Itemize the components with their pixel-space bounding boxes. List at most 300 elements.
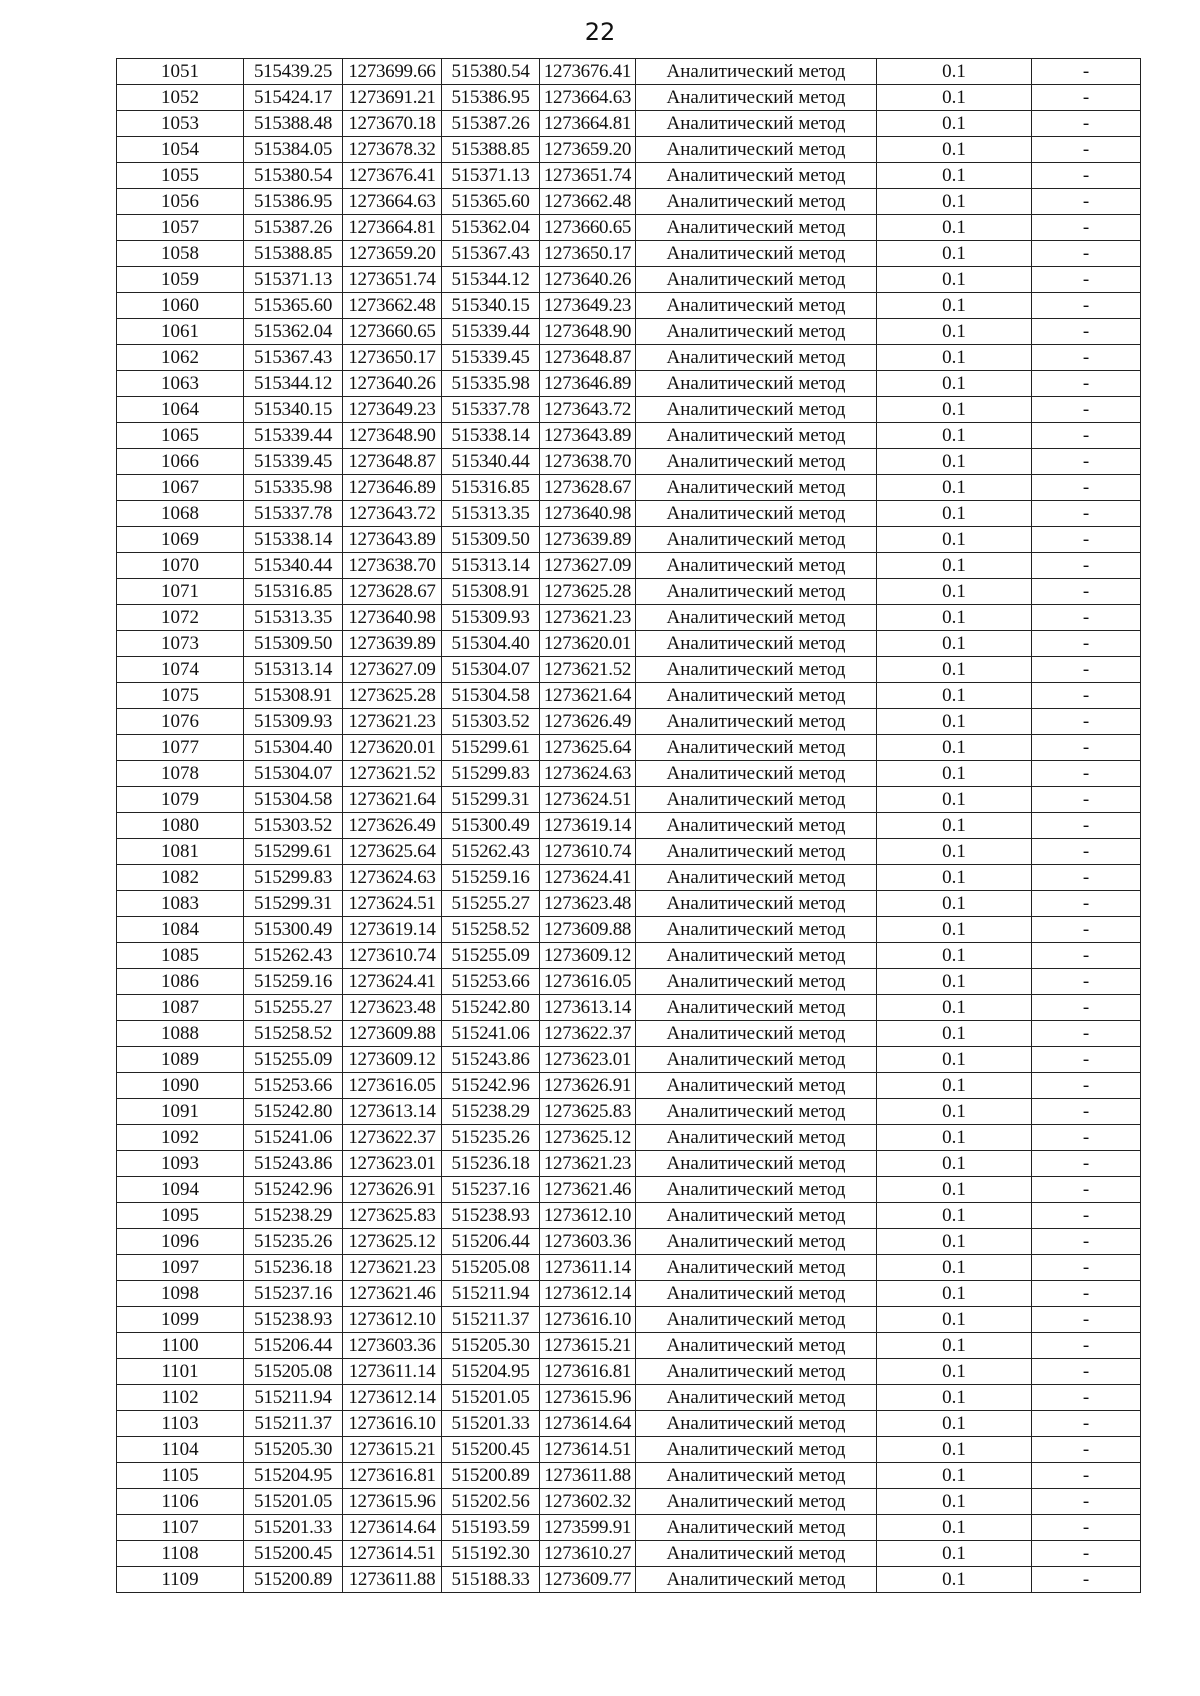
y-end-cell: 1273616.05 [540,969,636,995]
note-cell: - [1032,527,1141,553]
note-cell: - [1032,839,1141,865]
x-end-cell: 515258.52 [442,917,540,943]
x-start-cell: 515344.12 [244,371,343,397]
x-end-cell: 515201.33 [442,1411,540,1437]
y-end-cell: 1273662.48 [540,189,636,215]
y-end-cell: 1273624.63 [540,761,636,787]
point-number-cell: 1051 [117,59,244,85]
method-cell: Аналитический метод [636,345,877,371]
y-start-cell: 1273621.52 [343,761,442,787]
point-number-cell: 1106 [117,1489,244,1515]
table-row [117,189,1141,215]
x-start-cell: 515211.94 [244,1385,343,1411]
point-number-cell: 1073 [117,631,244,657]
y-end-cell: 1273599.91 [540,1515,636,1541]
note-cell: - [1032,1125,1141,1151]
y-start-cell: 1273609.12 [343,1047,442,1073]
y-start-cell: 1273625.64 [343,839,442,865]
x-end-cell: 515262.43 [442,839,540,865]
y-start-cell: 1273614.51 [343,1541,442,1567]
x-start-cell: 515259.16 [244,969,343,995]
note-cell: - [1032,605,1141,631]
accuracy-cell: 0.1 [877,1047,1032,1073]
accuracy-cell: 0.1 [877,683,1032,709]
y-start-cell: 1273627.09 [343,657,442,683]
y-end-cell: 1273638.70 [540,449,636,475]
x-end-cell: 515303.52 [442,709,540,735]
point-number-cell: 1092 [117,1125,244,1151]
x-start-cell: 515258.52 [244,1021,343,1047]
method-cell: Аналитический метод [636,1437,877,1463]
point-number-cell: 1072 [117,605,244,631]
accuracy-cell: 0.1 [877,813,1032,839]
x-end-cell: 515371.13 [442,163,540,189]
table-row [117,1567,1141,1593]
note-cell: - [1032,1073,1141,1099]
y-start-cell: 1273625.12 [343,1229,442,1255]
point-number-cell: 1080 [117,813,244,839]
y-end-cell: 1273626.49 [540,709,636,735]
y-end-cell: 1273603.36 [540,1229,636,1255]
accuracy-cell: 0.1 [877,111,1032,137]
y-start-cell: 1273623.48 [343,995,442,1021]
y-start-cell: 1273615.21 [343,1437,442,1463]
accuracy-cell: 0.1 [877,137,1032,163]
x-start-cell: 515200.45 [244,1541,343,1567]
point-number-cell: 1083 [117,891,244,917]
y-end-cell: 1273621.23 [540,605,636,631]
method-cell: Аналитический метод [636,839,877,865]
x-start-cell: 515313.35 [244,605,343,631]
point-number-cell: 1059 [117,267,244,293]
x-end-cell: 515205.30 [442,1333,540,1359]
table-row [117,761,1141,787]
method-cell: Аналитический метод [636,1463,877,1489]
point-number-cell: 1052 [117,85,244,111]
table-row [117,1307,1141,1333]
x-start-cell: 515201.33 [244,1515,343,1541]
method-cell: Аналитический метод [636,475,877,501]
y-end-cell: 1273621.64 [540,683,636,709]
table-row [117,1541,1141,1567]
x-start-cell: 515304.40 [244,735,343,761]
y-end-cell: 1273621.52 [540,657,636,683]
point-number-cell: 1074 [117,657,244,683]
accuracy-cell: 0.1 [877,475,1032,501]
y-start-cell: 1273603.36 [343,1333,442,1359]
method-cell: Аналитический метод [636,657,877,683]
x-end-cell: 515308.91 [442,579,540,605]
method-cell: Аналитический метод [636,813,877,839]
y-end-cell: 1273614.51 [540,1437,636,1463]
accuracy-cell: 0.1 [877,943,1032,969]
x-start-cell: 515204.95 [244,1463,343,1489]
x-start-cell: 515299.61 [244,839,343,865]
y-end-cell: 1273640.98 [540,501,636,527]
note-cell: - [1032,293,1141,319]
table-row [117,813,1141,839]
page-number: 22 [584,18,616,46]
x-end-cell: 515335.98 [442,371,540,397]
y-start-cell: 1273619.14 [343,917,442,943]
accuracy-cell: 0.1 [877,1021,1032,1047]
x-end-cell: 515259.16 [442,865,540,891]
table-row [117,865,1141,891]
method-cell: Аналитический метод [636,735,877,761]
accuracy-cell: 0.1 [877,215,1032,241]
y-end-cell: 1273676.41 [540,59,636,85]
point-number-cell: 1063 [117,371,244,397]
note-cell: - [1032,163,1141,189]
accuracy-cell: 0.1 [877,553,1032,579]
table-row [117,1099,1141,1125]
x-start-cell: 515309.50 [244,631,343,657]
x-start-cell: 515313.14 [244,657,343,683]
point-number-cell: 1109 [117,1567,244,1593]
note-cell: - [1032,1385,1141,1411]
y-end-cell: 1273602.32 [540,1489,636,1515]
x-start-cell: 515340.44 [244,553,343,579]
accuracy-cell: 0.1 [877,163,1032,189]
y-end-cell: 1273609.77 [540,1567,636,1593]
x-start-cell: 515340.15 [244,397,343,423]
note-cell: - [1032,267,1141,293]
x-start-cell: 515339.44 [244,423,343,449]
accuracy-cell: 0.1 [877,631,1032,657]
y-end-cell: 1273613.14 [540,995,636,1021]
x-end-cell: 515387.26 [442,111,540,137]
method-cell: Аналитический метод [636,1021,877,1047]
note-cell: - [1032,215,1141,241]
y-end-cell: 1273616.81 [540,1359,636,1385]
table-row [117,371,1141,397]
method-cell: Аналитический метод [636,1151,877,1177]
x-end-cell: 515309.93 [442,605,540,631]
x-end-cell: 515204.95 [442,1359,540,1385]
y-end-cell: 1273650.17 [540,241,636,267]
accuracy-cell: 0.1 [877,1125,1032,1151]
table-row [117,943,1141,969]
y-end-cell: 1273628.67 [540,475,636,501]
y-end-cell: 1273627.09 [540,553,636,579]
point-number-cell: 1088 [117,1021,244,1047]
y-end-cell: 1273625.83 [540,1099,636,1125]
note-cell: - [1032,189,1141,215]
x-end-cell: 515211.94 [442,1281,540,1307]
y-start-cell: 1273639.89 [343,631,442,657]
y-end-cell: 1273623.48 [540,891,636,917]
y-end-cell: 1273659.20 [540,137,636,163]
x-start-cell: 515205.30 [244,1437,343,1463]
y-start-cell: 1273624.51 [343,891,442,917]
accuracy-cell: 0.1 [877,1541,1032,1567]
point-number-cell: 1078 [117,761,244,787]
method-cell: Аналитический метод [636,865,877,891]
x-end-cell: 515241.06 [442,1021,540,1047]
point-number-cell: 1100 [117,1333,244,1359]
y-start-cell: 1273621.64 [343,787,442,813]
point-number-cell: 1096 [117,1229,244,1255]
y-start-cell: 1273640.26 [343,371,442,397]
table-body [117,59,1141,1593]
x-end-cell: 515201.05 [442,1385,540,1411]
note-cell: - [1032,345,1141,371]
note-cell: - [1032,1359,1141,1385]
x-end-cell: 515362.04 [442,215,540,241]
y-start-cell: 1273622.37 [343,1125,442,1151]
accuracy-cell: 0.1 [877,579,1032,605]
y-start-cell: 1273624.63 [343,865,442,891]
x-end-cell: 515242.80 [442,995,540,1021]
x-start-cell: 515242.80 [244,1099,343,1125]
y-start-cell: 1273651.74 [343,267,442,293]
y-end-cell: 1273649.23 [540,293,636,319]
x-end-cell: 515309.50 [442,527,540,553]
y-end-cell: 1273643.89 [540,423,636,449]
x-end-cell: 515242.96 [442,1073,540,1099]
note-cell: - [1032,709,1141,735]
point-number-cell: 1107 [117,1515,244,1541]
note-cell: - [1032,1411,1141,1437]
accuracy-cell: 0.1 [877,1333,1032,1359]
method-cell: Аналитический метод [636,59,877,85]
accuracy-cell: 0.1 [877,1203,1032,1229]
method-cell: Аналитический метод [636,709,877,735]
y-start-cell: 1273612.10 [343,1307,442,1333]
x-start-cell: 515211.37 [244,1411,343,1437]
y-end-cell: 1273624.41 [540,865,636,891]
x-start-cell: 515206.44 [244,1333,343,1359]
point-number-cell: 1085 [117,943,244,969]
x-end-cell: 515340.15 [442,293,540,319]
y-start-cell: 1273611.14 [343,1359,442,1385]
table-row [117,1151,1141,1177]
accuracy-cell: 0.1 [877,709,1032,735]
x-start-cell: 515316.85 [244,579,343,605]
point-number-cell: 1062 [117,345,244,371]
table-row [117,241,1141,267]
note-cell: - [1032,1229,1141,1255]
table-row [117,787,1141,813]
accuracy-cell: 0.1 [877,1359,1032,1385]
method-cell: Аналитический метод [636,787,877,813]
table-row [117,293,1141,319]
x-start-cell: 515387.26 [244,215,343,241]
x-end-cell: 515313.35 [442,501,540,527]
note-cell: - [1032,1151,1141,1177]
y-end-cell: 1273615.96 [540,1385,636,1411]
accuracy-cell: 0.1 [877,293,1032,319]
point-number-cell: 1098 [117,1281,244,1307]
x-start-cell: 515380.54 [244,163,343,189]
y-start-cell: 1273643.72 [343,501,442,527]
y-start-cell: 1273625.28 [343,683,442,709]
accuracy-cell: 0.1 [877,1437,1032,1463]
x-start-cell: 515299.83 [244,865,343,891]
method-cell: Аналитический метод [636,1073,877,1099]
method-cell: Аналитический метод [636,137,877,163]
note-cell: - [1032,943,1141,969]
point-number-cell: 1089 [117,1047,244,1073]
x-start-cell: 515337.78 [244,501,343,527]
y-end-cell: 1273639.89 [540,527,636,553]
method-cell: Аналитический метод [636,189,877,215]
x-end-cell: 515243.86 [442,1047,540,1073]
point-number-cell: 1066 [117,449,244,475]
point-number-cell: 1086 [117,969,244,995]
x-end-cell: 515365.60 [442,189,540,215]
point-number-cell: 1093 [117,1151,244,1177]
y-start-cell: 1273662.48 [343,293,442,319]
accuracy-cell: 0.1 [877,657,1032,683]
table-row [117,137,1141,163]
table-row [117,995,1141,1021]
point-number-cell: 1064 [117,397,244,423]
note-cell: - [1032,683,1141,709]
note-cell: - [1032,423,1141,449]
method-cell: Аналитический метод [636,579,877,605]
y-end-cell: 1273622.37 [540,1021,636,1047]
y-end-cell: 1273664.81 [540,111,636,137]
x-end-cell: 515380.54 [442,59,540,85]
point-number-cell: 1056 [117,189,244,215]
method-cell: Аналитический метод [636,683,877,709]
method-cell: Аналитический метод [636,1515,877,1541]
x-end-cell: 515299.61 [442,735,540,761]
method-cell: Аналитический метод [636,215,877,241]
method-cell: Аналитический метод [636,969,877,995]
note-cell: - [1032,371,1141,397]
method-cell: Аналитический метод [636,1333,877,1359]
method-cell: Аналитический метод [636,1125,877,1151]
x-end-cell: 515236.18 [442,1151,540,1177]
x-start-cell: 515309.93 [244,709,343,735]
table-row [117,527,1141,553]
x-end-cell: 515200.45 [442,1437,540,1463]
note-cell: - [1032,761,1141,787]
point-number-cell: 1055 [117,163,244,189]
point-number-cell: 1069 [117,527,244,553]
y-start-cell: 1273648.90 [343,423,442,449]
y-end-cell: 1273610.27 [540,1541,636,1567]
note-cell: - [1032,1255,1141,1281]
table-row [117,423,1141,449]
y-start-cell: 1273621.23 [343,1255,442,1281]
table-row [117,111,1141,137]
point-number-cell: 1090 [117,1073,244,1099]
y-end-cell: 1273643.72 [540,397,636,423]
y-end-cell: 1273625.64 [540,735,636,761]
point-number-cell: 1099 [117,1307,244,1333]
y-end-cell: 1273609.88 [540,917,636,943]
method-cell: Аналитический метод [636,293,877,319]
table-row [117,215,1141,241]
y-start-cell: 1273621.23 [343,709,442,735]
x-end-cell: 515344.12 [442,267,540,293]
note-cell: - [1032,1177,1141,1203]
y-start-cell: 1273624.41 [343,969,442,995]
table-row [117,1411,1141,1437]
x-end-cell: 515238.93 [442,1203,540,1229]
x-end-cell: 515255.09 [442,943,540,969]
accuracy-cell: 0.1 [877,1411,1032,1437]
x-end-cell: 515200.89 [442,1463,540,1489]
y-end-cell: 1273620.01 [540,631,636,657]
y-end-cell: 1273664.63 [540,85,636,111]
accuracy-cell: 0.1 [877,1255,1032,1281]
method-cell: Аналитический метод [636,1567,877,1593]
y-end-cell: 1273612.10 [540,1203,636,1229]
method-cell: Аналитический метод [636,631,877,657]
note-cell: - [1032,397,1141,423]
table-row [117,657,1141,683]
point-number-cell: 1068 [117,501,244,527]
table-row [117,163,1141,189]
note-cell: - [1032,969,1141,995]
accuracy-cell: 0.1 [877,527,1032,553]
method-cell: Аналитический метод [636,891,877,917]
x-end-cell: 515299.31 [442,787,540,813]
x-end-cell: 515188.33 [442,1567,540,1593]
table-row [117,553,1141,579]
table-row [117,1281,1141,1307]
x-start-cell: 515299.31 [244,891,343,917]
method-cell: Аналитический метод [636,917,877,943]
accuracy-cell: 0.1 [877,319,1032,345]
table-row [117,1177,1141,1203]
table-row [117,709,1141,735]
y-end-cell: 1273621.23 [540,1151,636,1177]
y-end-cell: 1273648.90 [540,319,636,345]
accuracy-cell: 0.1 [877,267,1032,293]
accuracy-cell: 0.1 [877,1307,1032,1333]
y-start-cell: 1273664.63 [343,189,442,215]
y-start-cell: 1273616.10 [343,1411,442,1437]
accuracy-cell: 0.1 [877,1515,1032,1541]
accuracy-cell: 0.1 [877,241,1032,267]
x-end-cell: 515299.83 [442,761,540,787]
note-cell: - [1032,241,1141,267]
note-cell: - [1032,475,1141,501]
table-row [117,1385,1141,1411]
accuracy-cell: 0.1 [877,605,1032,631]
y-start-cell: 1273614.64 [343,1515,442,1541]
table-row [117,397,1141,423]
y-start-cell: 1273621.46 [343,1281,442,1307]
accuracy-cell: 0.1 [877,423,1032,449]
table-row [117,1125,1141,1151]
method-cell: Аналитический метод [636,1177,877,1203]
y-start-cell: 1273664.81 [343,215,442,241]
table-row [117,345,1141,371]
x-end-cell: 515300.49 [442,813,540,839]
point-number-cell: 1102 [117,1385,244,1411]
x-start-cell: 515371.13 [244,267,343,293]
method-cell: Аналитический метод [636,553,877,579]
method-cell: Аналитический метод [636,1229,877,1255]
y-end-cell: 1273616.10 [540,1307,636,1333]
x-start-cell: 515386.95 [244,189,343,215]
note-cell: - [1032,579,1141,605]
table-row [117,449,1141,475]
x-end-cell: 515313.14 [442,553,540,579]
method-cell: Аналитический метод [636,1047,877,1073]
point-number-cell: 1103 [117,1411,244,1437]
accuracy-cell: 0.1 [877,735,1032,761]
table-row [117,969,1141,995]
point-number-cell: 1065 [117,423,244,449]
x-end-cell: 515340.44 [442,449,540,475]
